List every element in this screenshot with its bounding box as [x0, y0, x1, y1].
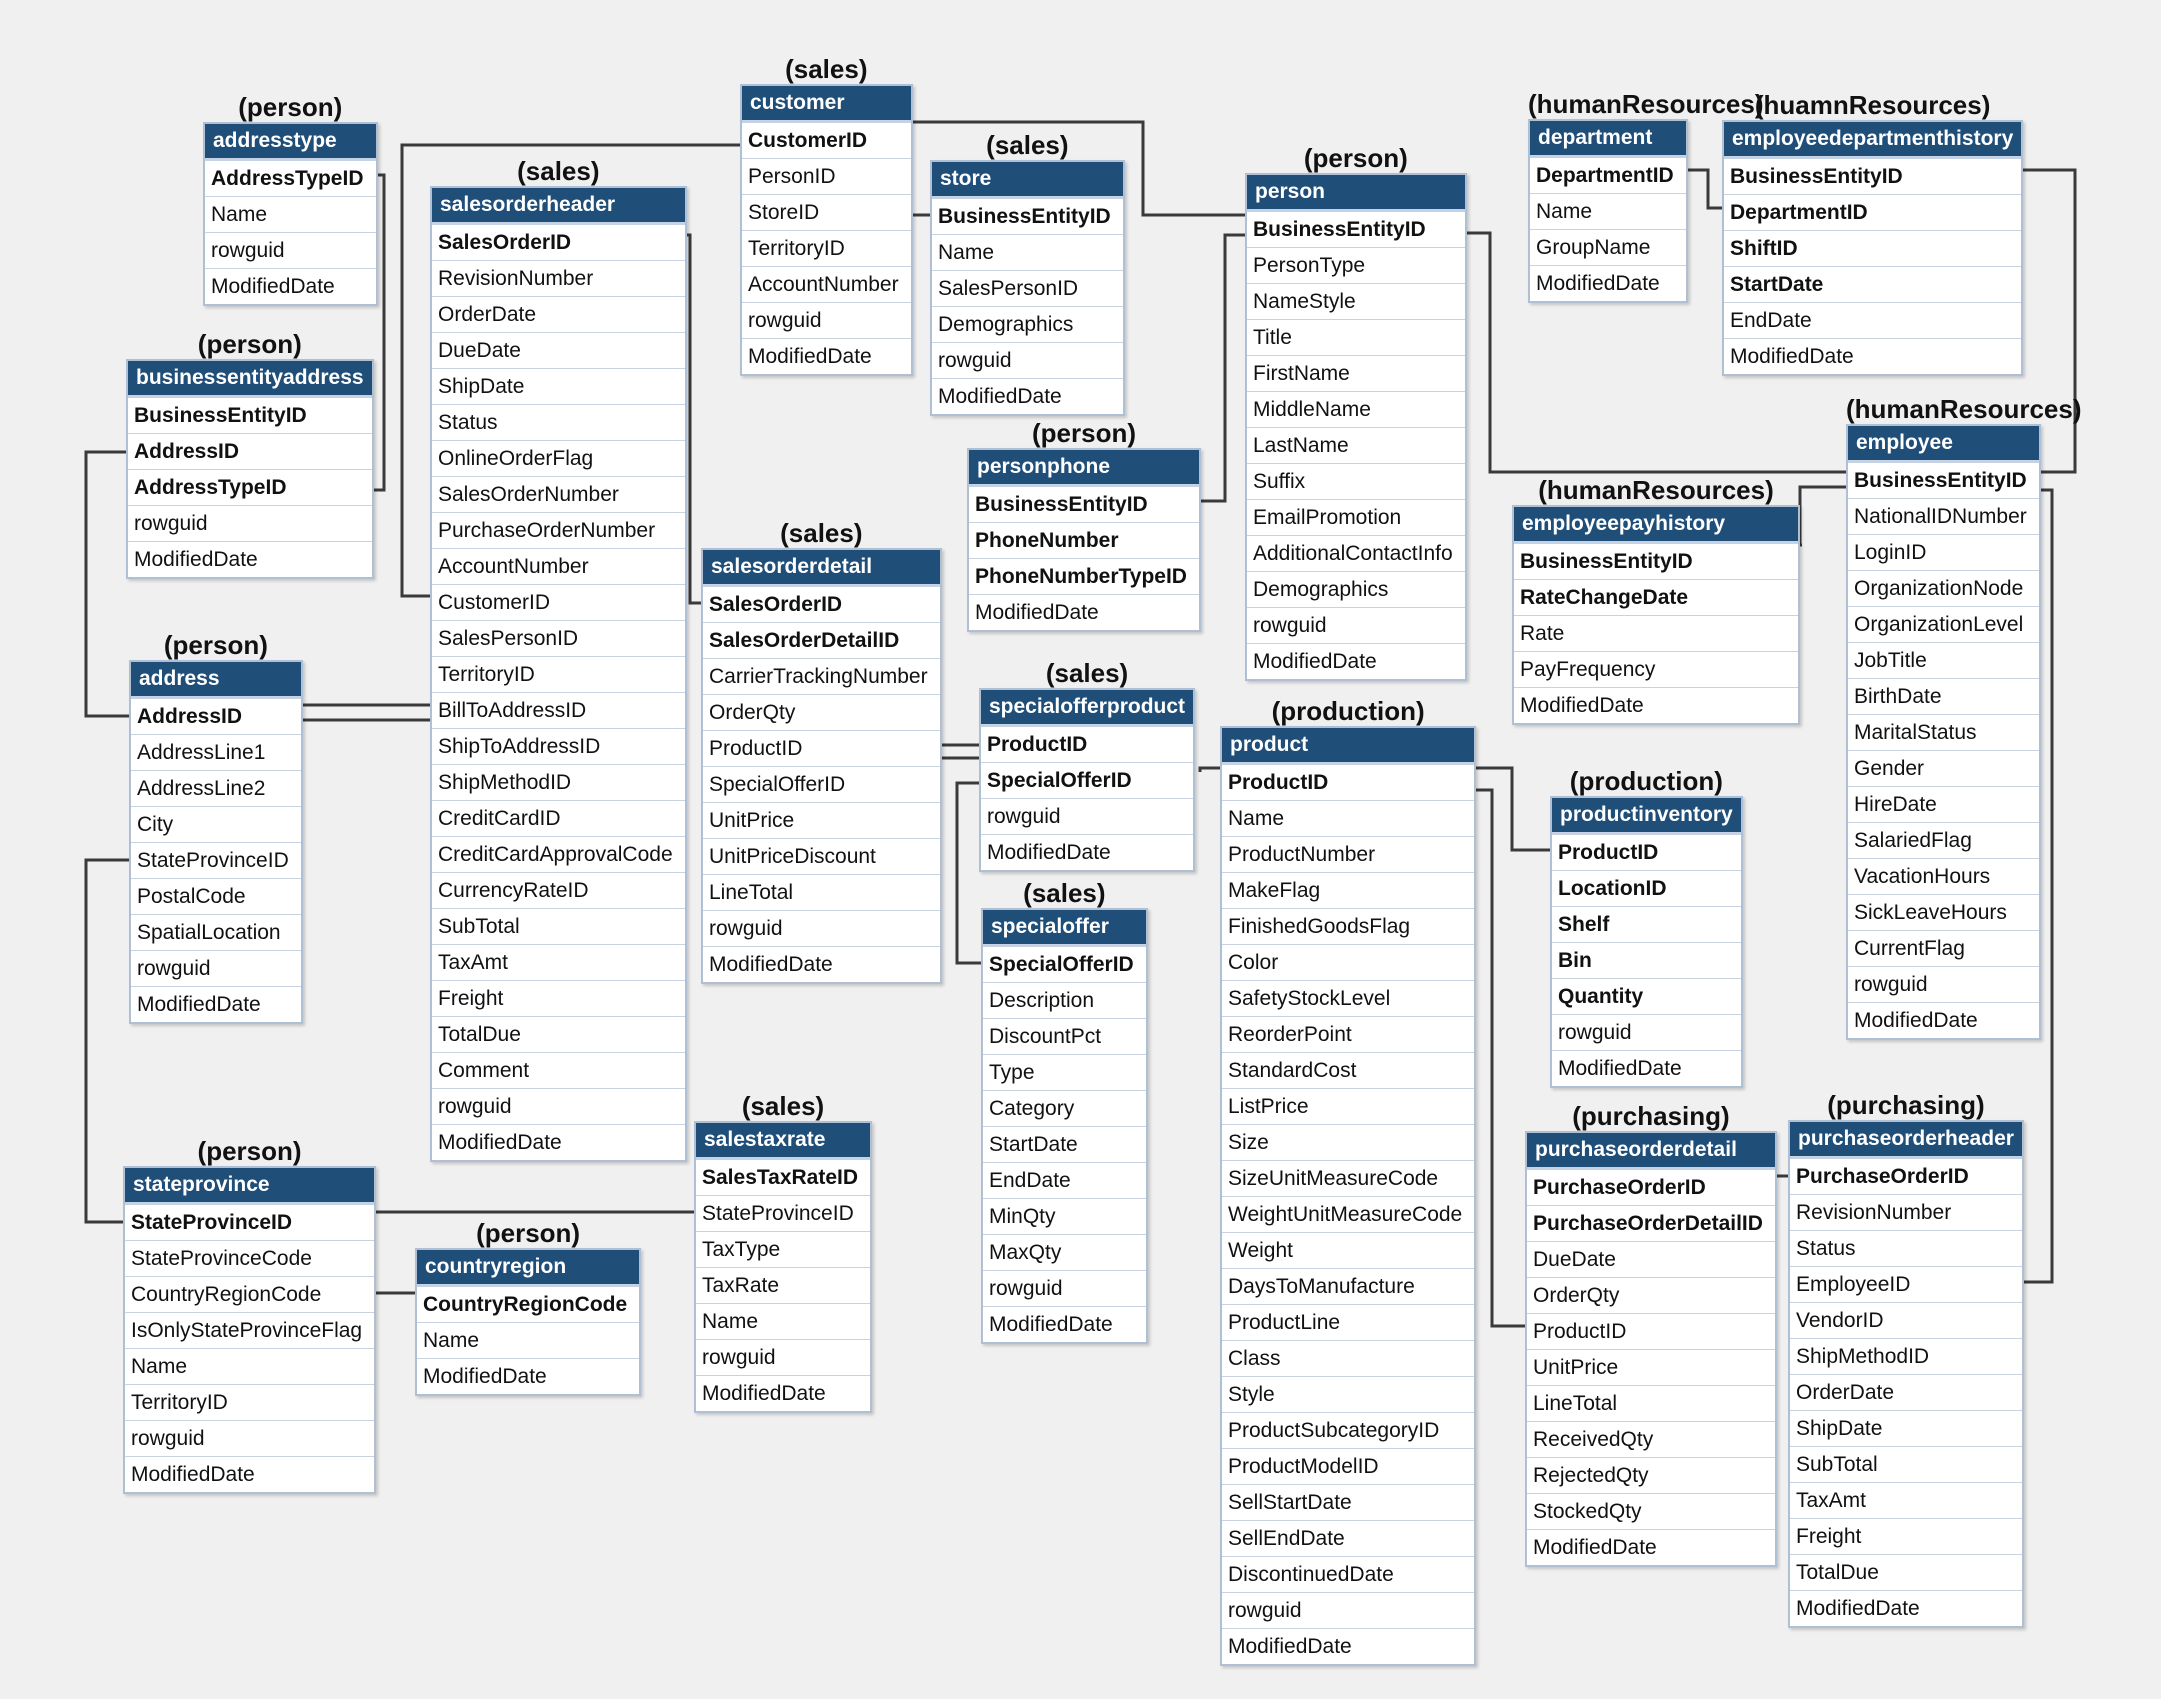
key-field[interactable]: BusinessEntityID [1514, 544, 1798, 580]
field[interactable]: FirstName [1247, 356, 1465, 392]
field[interactable]: ReorderPoint [1222, 1017, 1474, 1053]
entity-table[interactable] [981, 908, 1148, 1344]
field[interactable]: CurrencyRateID [432, 873, 685, 909]
entity-header[interactable]: customer [742, 86, 911, 123]
schema-label: (sales) [1045, 658, 1129, 688]
field[interactable]: Name [696, 1304, 870, 1340]
schema-label: (sales) [780, 518, 863, 548]
entity-header[interactable]: person [1247, 175, 1465, 212]
field[interactable]: ModifiedDate [131, 1463, 255, 1486]
key-field[interactable]: SalesOrderDetailID [703, 623, 940, 659]
entity-header[interactable]: salestaxrate [696, 1123, 870, 1160]
field[interactable]: VacationHours [1848, 859, 2039, 895]
key-field[interactable]: ProductID [1222, 765, 1474, 801]
schema-label: (production) [1569, 766, 1723, 796]
field[interactable]: CreditCardApprovalCode [432, 837, 685, 873]
entity-table[interactable] [1220, 726, 1476, 1666]
field[interactable]: PersonType [1247, 248, 1465, 284]
field[interactable]: ListPrice [1222, 1089, 1474, 1125]
entity-table[interactable] [740, 84, 913, 376]
field[interactable]: AddressLine2 [131, 771, 301, 807]
field[interactable]: CurrentFlag [1848, 931, 2039, 967]
field[interactable]: StateProvinceCode [125, 1241, 374, 1277]
field[interactable]: ProductID [1527, 1314, 1775, 1350]
key-field[interactable]: CustomerID [742, 123, 911, 159]
field[interactable]: BillToAddressID [432, 693, 685, 729]
field[interactable]: ModifiedDate [987, 841, 1111, 864]
schema-label: (humanResources) [1528, 89, 1764, 119]
entity-personphone [967, 418, 1201, 632]
field[interactable]: ModifiedDate [1228, 1635, 1352, 1658]
entity-address [129, 630, 303, 1024]
schema-label: (huamnResources) [1754, 90, 1991, 120]
field[interactable]: ModifiedDate [1253, 650, 1377, 673]
field[interactable]: ModifiedDate [1520, 694, 1644, 717]
entity-table[interactable] [123, 1166, 376, 1494]
key-field[interactable]: StartDate [1724, 267, 2021, 303]
field[interactable]: SellEndDate [1222, 1521, 1474, 1557]
field[interactable]: CountryRegionCode [125, 1277, 374, 1313]
field[interactable]: rowguid [1848, 967, 2039, 1003]
field[interactable]: Name [1222, 801, 1474, 837]
field[interactable]: ModifiedDate [438, 1131, 562, 1154]
field[interactable]: DaysToManufacture [1222, 1269, 1474, 1305]
field[interactable]: ReceivedQty [1527, 1422, 1775, 1458]
field[interactable]: RevisionNumber [432, 261, 685, 297]
field[interactable]: TotalDue [432, 1017, 685, 1053]
entity-table[interactable] [930, 160, 1125, 416]
field[interactable]: rowguid [205, 233, 376, 269]
field[interactable]: UnitPriceDiscount [703, 839, 940, 875]
field[interactable]: PersonID [742, 159, 911, 195]
field[interactable]: Status [1790, 1231, 2022, 1267]
field[interactable]: Size [1222, 1125, 1474, 1161]
key-field[interactable]: SpecialOfferID [983, 947, 1146, 983]
entity-salesorderheader [430, 156, 687, 1162]
field[interactable]: ModifiedDate [748, 345, 872, 368]
entity-header[interactable]: address [131, 662, 301, 699]
field[interactable]: HireDate [1848, 787, 2039, 823]
field[interactable]: Name [125, 1349, 374, 1385]
field[interactable]: DueDate [1527, 1242, 1775, 1278]
field[interactable]: OrderDate [432, 297, 685, 333]
field[interactable]: MakeFlag [1222, 873, 1474, 909]
field[interactable]: CarrierTrackingNumber [703, 659, 940, 695]
field[interactable]: Status [432, 405, 685, 441]
field[interactable]: SubTotal [432, 909, 685, 945]
field[interactable]: ProductLine [1222, 1305, 1474, 1341]
entity-product [1220, 696, 1476, 1666]
field[interactable]: AddressLine1 [131, 735, 301, 771]
entity-stateprovince [123, 1136, 376, 1494]
field[interactable]: JobTitle [1848, 643, 2039, 679]
entity-table[interactable] [415, 1248, 641, 1396]
field[interactable]: rowguid [703, 911, 940, 947]
field[interactable]: UnitPrice [1527, 1350, 1775, 1386]
field[interactable]: ModifiedDate [1730, 345, 1854, 368]
entity-countryregion [415, 1218, 641, 1396]
entity-salesorderdetail [701, 518, 942, 984]
field[interactable]: rowguid [742, 303, 911, 339]
field[interactable]: rowguid [932, 343, 1123, 379]
entity-table[interactable] [129, 660, 303, 1024]
field[interactable]: Gender [1848, 751, 2039, 787]
field[interactable]: CustomerID [432, 585, 685, 621]
schema-label: (humanResources) [1846, 394, 2082, 424]
entity-table[interactable] [1245, 173, 1467, 681]
key-field[interactable]: SalesOrderID [703, 587, 940, 623]
schema-label: (production) [1271, 696, 1425, 726]
field[interactable]: ModifiedDate [137, 993, 261, 1016]
field[interactable]: ModifiedDate [938, 385, 1062, 408]
field[interactable]: Category [983, 1091, 1146, 1127]
entity-store [930, 130, 1125, 416]
field[interactable]: SellStartDate [1222, 1485, 1474, 1521]
key-field[interactable]: AddressTypeID [205, 161, 376, 197]
field[interactable]: PurchaseOrderNumber [432, 513, 685, 549]
entity-header[interactable]: salesorderheader [432, 188, 685, 225]
field[interactable]: WeightUnitMeasureCode [1222, 1197, 1474, 1233]
key-field[interactable]: BusinessEntityID [1247, 212, 1465, 248]
key-field[interactable]: BusinessEntityID [128, 398, 372, 434]
field[interactable]: ModifiedDate [1854, 1009, 1978, 1032]
field[interactable]: SalesPersonID [432, 621, 685, 657]
field[interactable]: SpecialOfferID [703, 767, 940, 803]
field[interactable]: rowguid [128, 506, 372, 542]
field[interactable]: ShipDate [1790, 1411, 2022, 1447]
entity-table[interactable] [1788, 1120, 2024, 1628]
schema-label: (sales) [986, 130, 1069, 160]
field[interactable]: Name [932, 235, 1123, 271]
key-field[interactable]: BusinessEntityID [1724, 159, 2021, 195]
schema-label: (purchasing) [1572, 1101, 1730, 1131]
key-field[interactable]: CountryRegionCode [417, 1287, 639, 1323]
field[interactable]: OrderQty [703, 695, 940, 731]
field[interactable]: rowguid [432, 1089, 685, 1125]
schema-label: (person) [1031, 418, 1136, 448]
field[interactable]: SafetyStockLevel [1222, 981, 1474, 1017]
entity-table[interactable] [430, 186, 687, 1162]
field[interactable]: SickLeaveHours [1848, 895, 2039, 931]
field[interactable]: Title [1247, 320, 1465, 356]
entity-header[interactable]: product [1222, 728, 1474, 765]
field[interactable]: ShipToAddressID [432, 729, 685, 765]
field[interactable]: ModifiedDate [1533, 1536, 1657, 1559]
field[interactable]: ShipMethodID [432, 765, 685, 801]
field[interactable]: MinQty [983, 1199, 1146, 1235]
entity-header[interactable]: employee [1848, 426, 2039, 463]
field[interactable]: Type [983, 1055, 1146, 1091]
key-field[interactable]: SalesOrderID [432, 225, 685, 261]
key-field[interactable]: BusinessEntityID [932, 199, 1123, 235]
schema-label: (sales) [785, 54, 868, 84]
field[interactable]: TaxRate [696, 1268, 870, 1304]
key-field[interactable]: RateChangeDate [1514, 580, 1798, 616]
field[interactable]: rowguid [696, 1340, 870, 1376]
entity-header[interactable]: specialoffer [983, 910, 1146, 947]
field[interactable]: DiscontinuedDate [1222, 1557, 1474, 1593]
field[interactable]: StoreID [742, 195, 911, 231]
field[interactable]: TaxAmt [432, 945, 685, 981]
field[interactable]: OrderQty [1527, 1278, 1775, 1314]
key-field[interactable]: Shelf [1552, 907, 1741, 943]
field[interactable]: Name [417, 1323, 639, 1359]
key-field[interactable]: PhoneNumberTypeID [969, 559, 1199, 595]
entity-header[interactable]: businessentityaddress [128, 361, 372, 398]
key-field[interactable]: ProductID [1552, 835, 1741, 871]
entity-table[interactable] [701, 548, 942, 984]
key-field[interactable]: AddressTypeID [128, 470, 372, 506]
field[interactable]: StandardCost [1222, 1053, 1474, 1089]
entity-table[interactable] [1846, 424, 2041, 1040]
entity-productinventory [1550, 766, 1743, 1088]
field[interactable]: StockedQty [1527, 1494, 1775, 1530]
field[interactable]: ModifiedDate [1558, 1057, 1682, 1080]
key-field[interactable]: PhoneNumber [969, 523, 1199, 559]
field[interactable]: Suffix [1247, 464, 1465, 500]
key-field[interactable]: LocationID [1552, 871, 1741, 907]
entity-table[interactable] [694, 1121, 872, 1413]
entity-customer [740, 54, 913, 376]
field[interactable]: ModifiedDate [1796, 1597, 1920, 1620]
field[interactable]: FinishedGoodsFlag [1222, 909, 1474, 945]
field[interactable]: PayFrequency [1514, 652, 1798, 688]
field[interactable]: Color [1222, 945, 1474, 981]
field[interactable]: AccountNumber [432, 549, 685, 585]
field[interactable]: MaritalStatus [1848, 715, 2039, 751]
field[interactable]: StartDate [983, 1127, 1146, 1163]
schema-label: (person) [197, 329, 302, 359]
entity-specialoffer [981, 878, 1148, 1344]
field[interactable]: ModifiedDate [134, 548, 258, 571]
entity-salestaxrate [694, 1091, 872, 1413]
schema-label: (person) [163, 630, 268, 660]
key-field[interactable]: Bin [1552, 943, 1741, 979]
schema-label: (person) [476, 1218, 581, 1248]
field[interactable]: rowguid [1247, 608, 1465, 644]
field[interactable]: StateProvinceID [696, 1196, 870, 1232]
entity-employeepayhistory [1512, 475, 1800, 725]
key-field[interactable]: SalesTaxRateID [696, 1160, 870, 1196]
key-field[interactable]: StateProvinceID [125, 1205, 374, 1241]
entity-header[interactable]: addresstype [205, 124, 376, 161]
field[interactable]: LineTotal [1527, 1386, 1775, 1422]
field[interactable]: TerritoryID [432, 657, 685, 693]
entity-addresstype [203, 92, 378, 306]
field[interactable]: ModifiedDate [702, 1382, 826, 1405]
field[interactable]: Freight [1790, 1519, 2022, 1555]
key-field[interactable]: ShiftID [1724, 231, 2021, 267]
entity-table[interactable] [203, 122, 378, 306]
entity-header[interactable]: store [932, 162, 1123, 199]
entity-table[interactable] [979, 688, 1195, 872]
entity-table[interactable] [1722, 120, 2023, 376]
field[interactable]: rowguid [1222, 1593, 1474, 1629]
schema-label: (person) [197, 1136, 302, 1166]
field[interactable]: AdditionalContactInfo [1247, 536, 1465, 572]
field[interactable]: OnlineOrderFlag [432, 441, 685, 477]
field[interactable]: SalesOrderNumber [432, 477, 685, 513]
schema-label: (purchasing) [1827, 1090, 1985, 1120]
field[interactable]: ModifiedDate [989, 1313, 1113, 1336]
field[interactable]: City [131, 807, 301, 843]
key-field[interactable]: SpecialOfferID [981, 763, 1193, 799]
field[interactable]: LineTotal [703, 875, 940, 911]
field[interactable]: SubTotal [1790, 1447, 2022, 1483]
field[interactable]: CreditCardID [432, 801, 685, 837]
field[interactable]: UnitPrice [703, 803, 940, 839]
entity-header[interactable]: stateprovince [125, 1168, 374, 1205]
field[interactable]: LoginID [1848, 535, 2039, 571]
field[interactable]: LastName [1247, 428, 1465, 464]
field[interactable]: MaxQty [983, 1235, 1146, 1271]
field[interactable]: TerritoryID [742, 231, 911, 267]
key-field[interactable]: PurchaseOrderID [1527, 1170, 1775, 1206]
field[interactable]: EndDate [983, 1163, 1146, 1199]
field[interactable]: Name [1530, 194, 1686, 230]
relationship-line [1200, 752, 1222, 772]
field[interactable]: NameStyle [1247, 284, 1465, 320]
relationship-line [1800, 487, 1848, 545]
field[interactable]: Demographics [932, 307, 1123, 343]
field[interactable]: MiddleName [1247, 392, 1465, 428]
key-field[interactable]: ProductID [981, 727, 1193, 763]
field[interactable]: ShipDate [432, 369, 685, 405]
field[interactable]: Demographics [1247, 572, 1465, 608]
field[interactable]: ModifiedDate [1536, 272, 1660, 295]
field[interactable]: ProductModelID [1222, 1449, 1474, 1485]
field[interactable]: VendorID [1790, 1303, 2022, 1339]
field[interactable]: EmployeeID [1790, 1267, 2022, 1303]
field[interactable]: rowguid [983, 1271, 1146, 1307]
field[interactable]: EndDate [1724, 303, 2021, 339]
schema-label: (person) [238, 92, 343, 122]
key-field[interactable]: PurchaseOrderID [1790, 1159, 2022, 1195]
field[interactable]: Class [1222, 1341, 1474, 1377]
field[interactable]: RejectedQty [1527, 1458, 1775, 1494]
field[interactable]: PostalCode [131, 879, 301, 915]
field[interactable]: TaxType [696, 1232, 870, 1268]
entity-employee [1846, 394, 2082, 1040]
field[interactable]: Freight [432, 981, 685, 1017]
key-field[interactable]: Quantity [1552, 979, 1741, 1015]
field[interactable]: rowguid [1552, 1015, 1741, 1051]
field[interactable]: ModifiedDate [211, 275, 335, 298]
field[interactable]: IsOnlyStateProvinceFlag [125, 1313, 374, 1349]
entity-employeedepartmenthistory [1722, 90, 2023, 376]
field[interactable]: Rate [1514, 616, 1798, 652]
field[interactable]: rowguid [131, 951, 301, 987]
schema-label: (humanResources) [1538, 475, 1774, 505]
entity-header[interactable]: salesorderdetail [703, 550, 940, 587]
key-field[interactable]: AddressID [128, 434, 372, 470]
entity-person [1245, 143, 1467, 681]
entity-header[interactable]: purchaseorderheader [1790, 1122, 2022, 1159]
field[interactable]: SalesPersonID [932, 271, 1123, 307]
entity-header[interactable]: employeepayhistory [1514, 507, 1798, 544]
field[interactable]: rowguid [981, 799, 1193, 835]
field[interactable]: Description [983, 983, 1146, 1019]
entity-header[interactable]: productinventory [1552, 798, 1741, 835]
field[interactable]: ModifiedDate [975, 601, 1099, 624]
key-field[interactable]: DepartmentID [1530, 158, 1686, 194]
schema-label: (person) [1303, 143, 1408, 173]
entity-businessentityaddress [126, 329, 374, 579]
entity-header[interactable]: countryregion [417, 1250, 639, 1287]
key-field[interactable]: PurchaseOrderDetailID [1527, 1206, 1775, 1242]
field[interactable]: ShipMethodID [1790, 1339, 2022, 1375]
field[interactable]: OrderDate [1790, 1375, 2022, 1411]
field[interactable]: TerritoryID [125, 1385, 374, 1421]
field[interactable]: ProductNumber [1222, 837, 1474, 873]
field[interactable]: ModifiedDate [709, 953, 833, 976]
key-field[interactable]: BusinessEntityID [1848, 463, 2039, 499]
field[interactable]: OrganizationNode [1848, 571, 2039, 607]
field[interactable]: NationalIDNumber [1848, 499, 2039, 535]
field[interactable]: Style [1222, 1377, 1474, 1413]
schema-label: (sales) [741, 1091, 825, 1121]
entity-table[interactable] [1528, 119, 1688, 303]
field[interactable]: AccountNumber [742, 267, 911, 303]
field[interactable]: Weight [1222, 1233, 1474, 1269]
field[interactable]: DueDate [432, 333, 685, 369]
field[interactable]: OrganizationLevel [1848, 607, 2039, 643]
entity-specialofferproduct [979, 658, 1195, 872]
field[interactable]: SizeUnitMeasureCode [1222, 1161, 1474, 1197]
entity-header[interactable]: department [1530, 121, 1686, 158]
relationship-line [1464, 768, 1552, 850]
field[interactable]: ProductID [703, 731, 940, 767]
field[interactable]: BirthDate [1848, 679, 2039, 715]
field[interactable]: SpatialLocation [131, 915, 301, 951]
field[interactable]: RevisionNumber [1790, 1195, 2022, 1231]
entity-table[interactable] [1525, 1131, 1777, 1567]
entity-header[interactable]: personphone [969, 450, 1199, 487]
field[interactable]: TaxAmt [1790, 1483, 2022, 1519]
key-field[interactable]: AddressID [131, 699, 301, 735]
key-field[interactable]: DepartmentID [1724, 195, 2021, 231]
entity-header[interactable]: specialofferproduct [981, 690, 1193, 727]
field[interactable]: StateProvinceID [131, 843, 301, 879]
field[interactable]: Comment [432, 1053, 685, 1089]
field[interactable]: TotalDue [1790, 1555, 2022, 1591]
key-field[interactable]: BusinessEntityID [969, 487, 1199, 523]
entity-table[interactable] [126, 359, 374, 579]
field[interactable]: SalariedFlag [1848, 823, 2039, 859]
entity-table[interactable] [967, 448, 1201, 632]
field[interactable]: Name [205, 197, 376, 233]
field[interactable]: ProductSubcategoryID [1222, 1413, 1474, 1449]
field[interactable]: EmailPromotion [1247, 500, 1465, 536]
relationship-line [1688, 170, 1724, 208]
entity-purchaseorderheader [1788, 1090, 2024, 1628]
schema-label: (sales) [1023, 878, 1106, 908]
entity-table[interactable] [1550, 796, 1743, 1088]
schema-label: (sales) [517, 156, 600, 186]
field[interactable]: DiscountPct [983, 1019, 1146, 1055]
field[interactable]: rowguid [125, 1421, 374, 1457]
entity-table[interactable] [1512, 505, 1800, 725]
field[interactable]: ModifiedDate [423, 1365, 547, 1388]
field[interactable]: GroupName [1530, 230, 1686, 266]
entity-header[interactable]: employeedepartmenthistory [1724, 122, 2021, 159]
entity-purchaseorderdetail [1525, 1101, 1777, 1567]
entity-header[interactable]: purchaseorderdetail [1527, 1133, 1775, 1170]
